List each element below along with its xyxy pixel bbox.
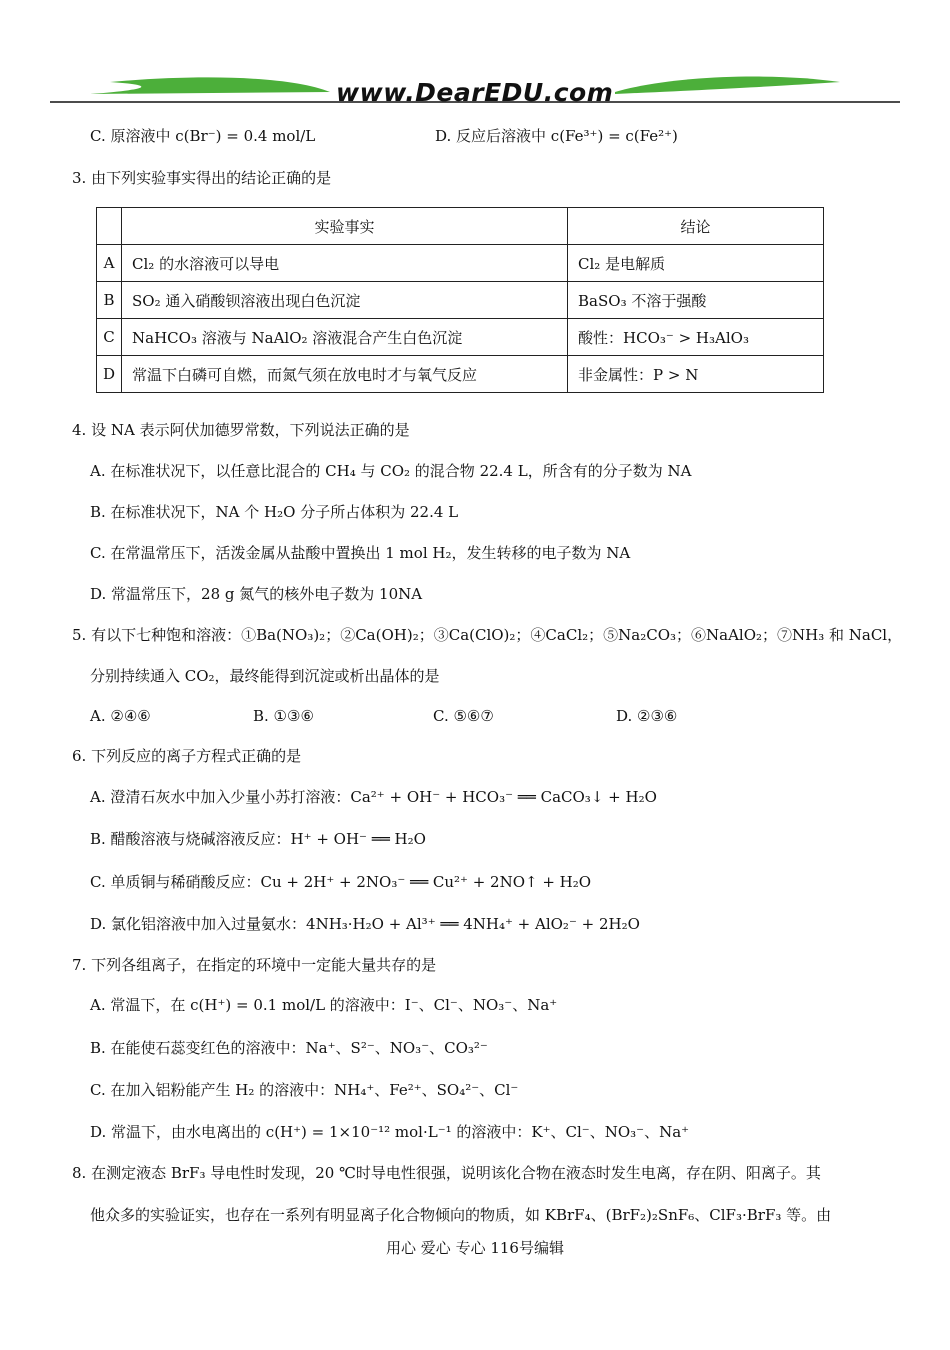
q7-option-c: C. 在加入铝粉能产生 H₂ 的溶液中：NH₄⁺、Fe²⁺、SO₄²⁻、Cl⁻ (90, 1081, 519, 1099)
page-footer: 用心 爱心 专心 116号编辑 (386, 1239, 564, 1257)
q5-stem: 5. 有以下七种饱和溶液：①Ba(NO₃)₂；②Ca(OH)₂；③Ca(ClO)₂；④CaCl₂；⑤Na₂CO₃；⑥NaAlO₂；⑦NH₃ 和 NaCl， (72, 626, 903, 644)
table-row (97, 245, 824, 282)
table-header-cell: 结论 (568, 208, 824, 245)
q2-option-c: C. 原溶液中 c(Br⁻) = 0.4 mol/L (90, 127, 316, 145)
row-fact: 常温下白磷可自燃，而氮气须在放电时才与氧气反应 (122, 356, 568, 393)
q6-option-c: C. 单质铜与稀硝酸反应：Cu + 2H⁺ + 2NO₃⁻ ══ Cu²⁺ + 2NO↑ + H₂O (90, 873, 592, 891)
site-logo-text: www.DearEDU.com (336, 78, 614, 107)
q3-table (96, 207, 824, 393)
q6-option-d: D. 氯化铝溶液中加入过量氨水：4NH₃·H₂O + Al³⁺ ══ 4NH₄⁺ + AlO₂⁻ + 2H₂O (90, 915, 640, 933)
row-fact: Cl₂ 的水溶液可以导电 (122, 245, 568, 282)
table-header-cell: 实验事实 (122, 208, 568, 245)
q5-option-a: A. ②④⑥ (90, 707, 151, 725)
q4-stem: 4. 设 NA 表示阿伏加德罗常数，下列说法正确的是 (72, 421, 410, 439)
row-conclusion: BaSO₃ 不溶于强酸 (568, 282, 824, 319)
q7-stem: 7. 下列各组离子，在指定的环境中一定能大量共存的是 (72, 956, 437, 974)
row-fact: NaHCO₃ 溶液与 NaAlO₂ 溶液混合产生白色沉淀 (122, 319, 568, 356)
table-header-row (97, 208, 824, 245)
q5-stem-continued: 分别持续通入 CO₂，最终能得到沉淀或析出晶体的是 (90, 667, 440, 685)
q4-option-c: C. 在常温常压下，活泼金属从盐酸中置换出 1 mol H₂，发生转移的电子数为 NA (90, 544, 631, 562)
table-row (97, 282, 824, 319)
q2-option-d: D. 反应后溶液中 c(Fe³⁺) = c(Fe²⁺) (435, 127, 678, 145)
row-conclusion: Cl₂ 是电解质 (568, 245, 824, 282)
q5-option-d: D. ②③⑥ (616, 707, 678, 725)
q8-line-2: 他众多的实验证实，也存在一系列有明显离子化合物倾向的物质，如 KBrF₄、(BrF₂)₂SnF₆、ClF₃·BrF₃ 等。由 (90, 1206, 832, 1224)
q5-option-c: C. ⑤⑥⑦ (433, 707, 494, 725)
table-row (97, 319, 824, 356)
row-label: A (97, 245, 122, 282)
q6-option-b: B. 醋酸溶液与烧碱溶液反应：H⁺ + OH⁻ ══ H₂O (90, 830, 426, 848)
q6-option-a: A. 澄清石灰水中加入少量小苏打溶液：Ca²⁺ + OH⁻ + HCO₃⁻ ══ CaCO₃↓ + H₂O (90, 788, 657, 806)
q3-stem: 3. 由下列实验事实得出的结论正确的是 (72, 169, 332, 187)
row-conclusion: 酸性：HCO₃⁻ > H₃AlO₃ (568, 319, 824, 356)
q8-line-1: 8. 在测定液态 BrF₃ 导电性时发现，20 ℃时导电性很强，说明该化合物在液态时发生电离，存在阴、阳离子。其 (72, 1164, 821, 1182)
q5-option-b: B. ①③⑥ (253, 707, 314, 725)
q7-option-d: D. 常温下，由水电离出的 c(H⁺) = 1×10⁻¹² mol·L⁻¹ 的溶液中：K⁺、Cl⁻、NO₃⁻、Na⁺ (90, 1123, 690, 1141)
row-label: C (97, 319, 122, 356)
q7-option-a: A. 常温下，在 c(H⁺) = 0.1 mol/L 的溶液中：I⁻、Cl⁻、NO₃⁻、Na⁺ (90, 996, 558, 1014)
q6-stem: 6. 下列反应的离子方程式正确的是 (72, 747, 302, 765)
q4-option-b: B. 在标准状况下，NA 个 H₂O 分子所占体积为 22.4 L (90, 503, 459, 521)
row-label: D (97, 356, 122, 393)
row-label: B (97, 282, 122, 319)
table-row (97, 356, 824, 393)
q4-option-d: D. 常温常压下，28 g 氮气的核外电子数为 10NA (90, 585, 423, 603)
table-header-cell (97, 208, 122, 245)
site-header (0, 0, 950, 110)
q7-option-b: B. 在能使石蕊变红色的溶液中：Na⁺、S²⁻、NO₃⁻、CO₃²⁻ (90, 1039, 488, 1057)
q4-option-a: A. 在标准状况下，以任意比混合的 CH₄ 与 CO₂ 的混合物 22.4 L，所含有的分子数为 NA (90, 462, 692, 480)
row-conclusion: 非金属性：P > N (568, 356, 824, 393)
row-fact: SO₂ 通入硝酸钡溶液出现白色沉淀 (122, 282, 568, 319)
